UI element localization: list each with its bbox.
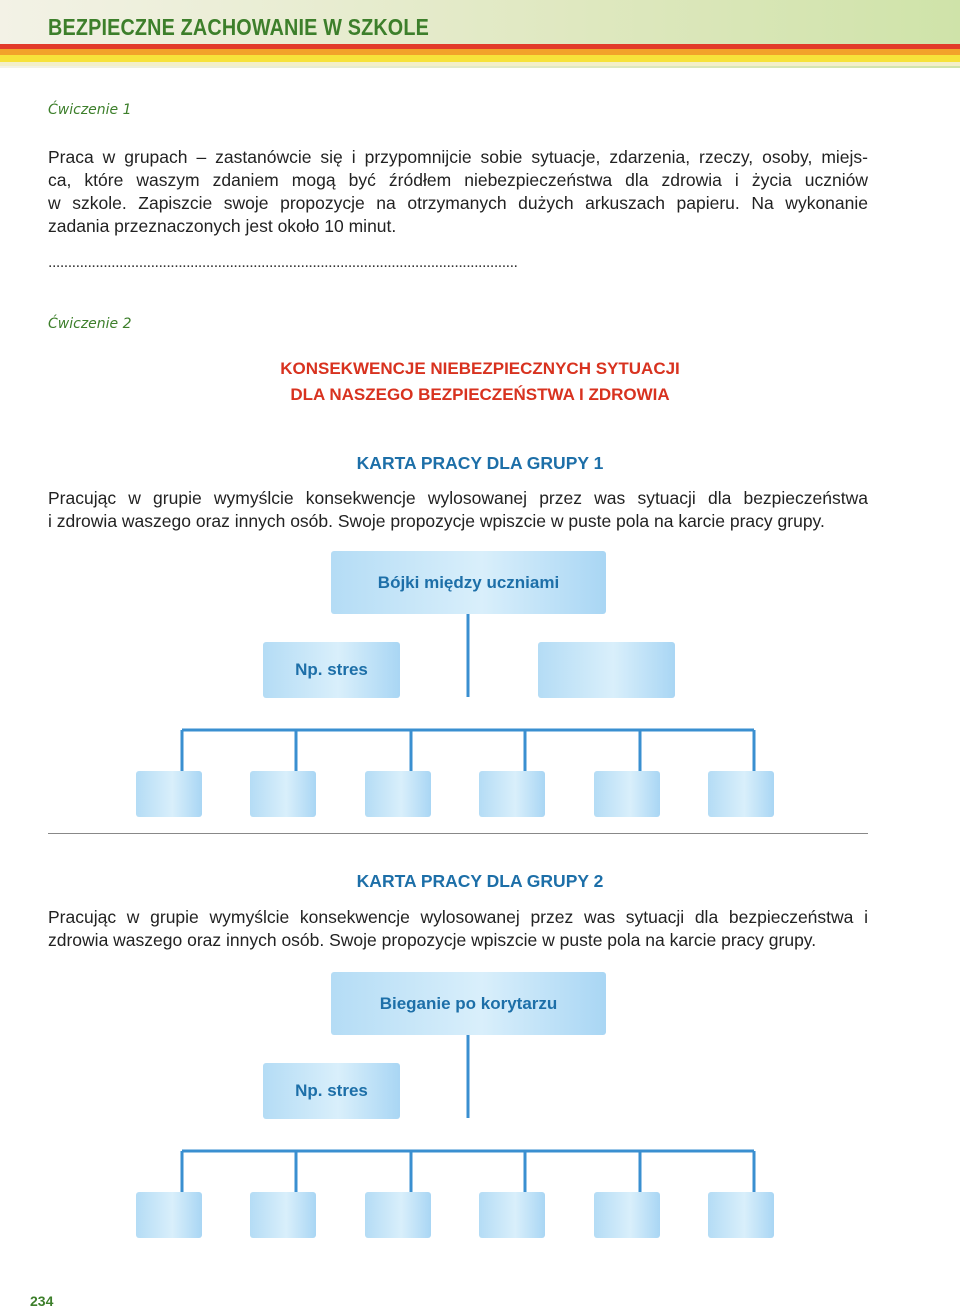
exercise-1-line: w szkole. Zapiszcie swoje propozycje na otrzymanych dużych arkuszach papieru. Na wykonanie <box>48 193 868 213</box>
card-2-situation-box: Bieganie po korytarzu <box>331 972 606 1035</box>
card-1-line: i zdrowia waszego oraz innych osób. Swoje propozycje wpiszcie w puste pola na karcie pracy grupy. <box>48 511 825 531</box>
card-1-heading: KARTA PRACY DLA GRUPY 1 <box>356 453 604 473</box>
page-number: 234 <box>30 1293 54 1309</box>
card-2-answer-box[interactable] <box>250 1192 316 1238</box>
exercise-2-title-line-2: DLA NASZEGO BEZPIECZEŃSTWA I ZDROWIA <box>290 385 670 404</box>
card-1-answer-box[interactable] <box>708 771 774 817</box>
exercise-2-label: Ćwiczenie 2 <box>48 316 132 332</box>
card-1-line: Pracując w grupie wymyślcie konsekwencje wylosowanej przez was sytuacji dla bezpieczeństwa <box>48 488 868 508</box>
card-1-example-box: Np. stres <box>263 642 400 698</box>
exercise-2-title-line-1: KONSEKWENCJE NIEBEZPIECZNYCH SYTUACJI <box>280 359 680 378</box>
card-2-answer-box[interactable] <box>479 1192 545 1238</box>
exercise-1-line: Praca w grupach – zastanówcie się i przypomnijcie sobie sytuacje, zdarzenia, rzeczy, osoby, miejs- <box>48 147 868 167</box>
exercise-1-label: Ćwiczenie 1 <box>48 102 132 118</box>
exercise-1-line: ca, które waszym zdaniem mogą być źródłem niebezpieczeństwa dla zdrowia i życia uczniów <box>48 170 868 190</box>
header-title: BEZPIECZNE ZACHOWANIE W SZKOLE <box>48 14 429 40</box>
card-2-answer-box[interactable] <box>365 1192 431 1238</box>
card-1-consequence-box[interactable] <box>538 642 675 698</box>
card-2-instructions <box>48 906 868 952</box>
card-1-answer-box[interactable] <box>479 771 545 817</box>
card-2-answer-box[interactable] <box>136 1192 202 1238</box>
answer-dotted-line: ....................................................................................................................... <box>48 254 518 271</box>
card-1-answer-box[interactable] <box>136 771 202 817</box>
card-1-answer-box[interactable] <box>250 771 316 817</box>
card-2-heading: KARTA PRACY DLA GRUPY 2 <box>356 871 604 891</box>
card-2-answer-box[interactable] <box>594 1192 660 1238</box>
card-1-situation-box: Bójki między uczniami <box>331 551 606 614</box>
card-2-example-box: Np. stres <box>263 1063 400 1119</box>
card-1-answer-box[interactable] <box>365 771 431 817</box>
card-1-answer-box[interactable] <box>594 771 660 817</box>
exercise-1-line: zadania przeznaczonych jest około 10 minut. <box>48 216 397 236</box>
card-2-line: zdrowia waszego oraz innych osób. Swoje propozycje wpiszcie w puste pola na karcie pracy grupy. <box>48 930 817 950</box>
card-2-line: Pracując w grupie wymyślcie konsekwencje wylosowanej przez was sytuacji dla bezpieczeństwa i <box>48 907 868 927</box>
card-2-answer-box[interactable] <box>708 1192 774 1238</box>
section-divider <box>48 833 868 834</box>
